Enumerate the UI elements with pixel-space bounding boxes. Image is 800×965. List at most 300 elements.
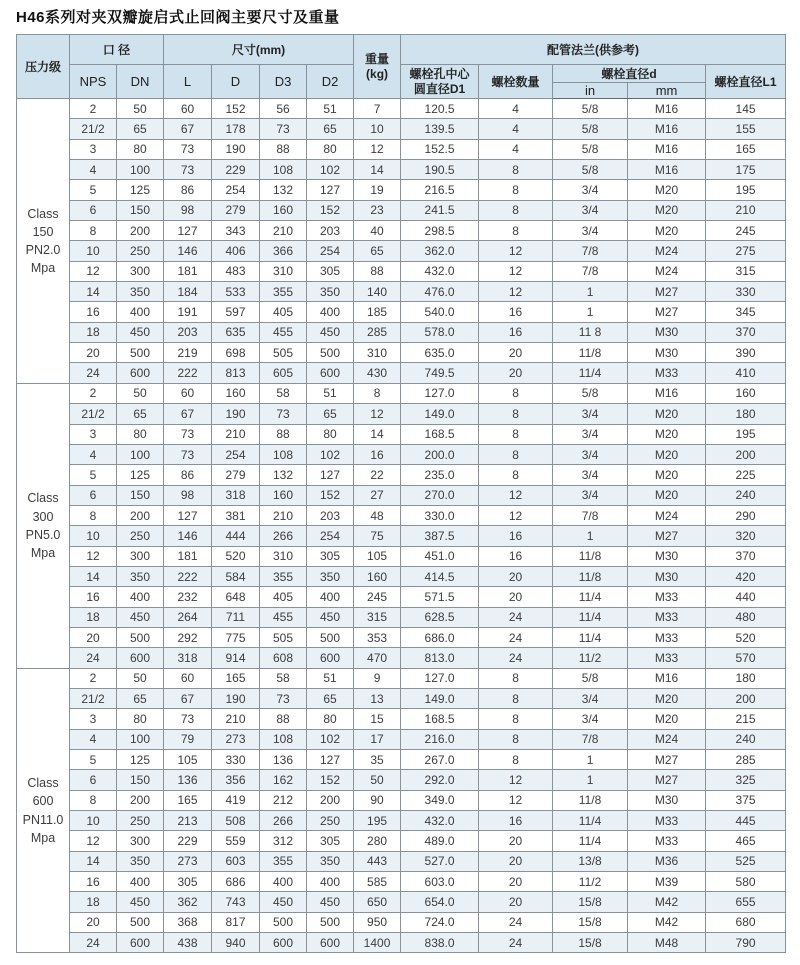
table-cell: M16 <box>628 668 706 688</box>
table-cell: 559 <box>212 831 260 851</box>
table-cell: 254 <box>307 241 354 261</box>
table-cell: 5/8 <box>553 139 628 159</box>
table-cell: 8 <box>70 505 117 525</box>
table-cell: 500 <box>307 627 354 647</box>
table-row <box>17 180 786 200</box>
table-cell: 210 <box>706 200 786 220</box>
table-cell: 108 <box>260 160 307 180</box>
table-cell: 108 <box>260 444 307 464</box>
table-cell: M30 <box>628 790 706 810</box>
header-unit-mm: mm <box>628 83 706 99</box>
table-cell: 455 <box>260 322 307 342</box>
table-cell: 195 <box>354 811 401 831</box>
table-cell: 16 <box>479 526 553 546</box>
table-cell: 200 <box>117 221 164 241</box>
table-cell: 5/8 <box>553 668 628 688</box>
table-cell: 12 <box>70 261 117 281</box>
table-cell: 432.0 <box>401 811 479 831</box>
table-cell: 584 <box>212 566 260 586</box>
table-cell: 60 <box>164 383 212 403</box>
header-bolt-diameter: 螺栓直径d <box>553 65 706 83</box>
table-cell: 370 <box>706 322 786 342</box>
table-cell: 178 <box>212 119 260 139</box>
table-cell: 724.0 <box>401 912 479 932</box>
table-cell: 350 <box>117 566 164 586</box>
table-cell: 168.5 <box>401 424 479 444</box>
table-cell: 790 <box>706 933 786 953</box>
table-cell: 210 <box>260 221 307 241</box>
table-cell: 315 <box>706 261 786 281</box>
table-cell: 11/4 <box>553 363 628 383</box>
table-cell: M20 <box>628 424 706 444</box>
header-bolt-count: 螺栓数量 <box>479 65 553 99</box>
table-cell: 16 <box>479 811 553 831</box>
table-cell: 430 <box>354 363 401 383</box>
table-cell: 88 <box>260 139 307 159</box>
table-cell: 500 <box>117 627 164 647</box>
table-cell: 813 <box>212 363 260 383</box>
table-row <box>17 709 786 729</box>
header-bolt-l1: 螺栓直径L1 <box>706 65 786 99</box>
table-row <box>17 587 786 607</box>
table-cell: 149.0 <box>401 404 479 424</box>
table-cell: 305 <box>164 872 212 892</box>
table-cell: 20 <box>479 566 553 586</box>
table-cell: 312 <box>260 831 307 851</box>
table-cell: 500 <box>117 343 164 363</box>
table-cell: 219 <box>164 343 212 363</box>
table-cell: 22 <box>354 465 401 485</box>
table-cell: 443 <box>354 851 401 871</box>
pressure-class-cell <box>17 99 70 384</box>
table-cell: 450 <box>117 892 164 912</box>
table-cell: M27 <box>628 282 706 302</box>
table-cell: 650 <box>354 892 401 912</box>
table-row <box>17 139 786 159</box>
table-cell: 3/4 <box>553 444 628 464</box>
table-cell: 152 <box>307 200 354 220</box>
table-cell: 500 <box>260 912 307 932</box>
table-cell: 24 <box>70 648 117 668</box>
table-cell: 80 <box>117 709 164 729</box>
table-cell: 455 <box>260 607 307 627</box>
table-row <box>17 465 786 485</box>
table-cell: 51 <box>307 668 354 688</box>
pressure-class-cell <box>17 383 70 668</box>
table-cell: 505 <box>260 343 307 363</box>
header-d: D <box>212 65 260 99</box>
table-cell: M30 <box>628 546 706 566</box>
pressure-class-cell <box>17 668 70 953</box>
pressure-class-line: Mpa <box>30 261 56 276</box>
table-cell: 680 <box>706 912 786 932</box>
header-l: L <box>164 65 212 99</box>
table-cell: 817 <box>212 912 260 932</box>
table-cell: 12 <box>70 831 117 851</box>
table-cell: 1 <box>553 750 628 770</box>
table-cell: 1400 <box>354 933 401 953</box>
table-cell: 414.5 <box>401 566 479 586</box>
table-row <box>17 526 786 546</box>
table-cell: 160 <box>260 485 307 505</box>
table-cell: 310 <box>354 343 401 363</box>
header-unit-in: in <box>553 83 628 99</box>
table-cell: 279 <box>212 200 260 220</box>
table-cell: 160 <box>212 383 260 403</box>
table-cell: 5/8 <box>553 383 628 403</box>
table-cell: M24 <box>628 505 706 525</box>
table-cell: 500 <box>307 343 354 363</box>
table-cell: 2 <box>70 99 117 119</box>
table-cell: 10 <box>354 119 401 139</box>
table-cell: 310 <box>260 261 307 281</box>
pressure-class-line: Class <box>27 491 59 506</box>
table-cell: 400 <box>117 587 164 607</box>
table-cell: M24 <box>628 729 706 749</box>
table-cell: 21/2 <box>70 688 117 708</box>
table-cell: 245 <box>706 221 786 241</box>
table-cell: 350 <box>307 566 354 586</box>
table-row <box>17 831 786 851</box>
table-cell: 7/8 <box>553 241 628 261</box>
table-cell: 292.0 <box>401 770 479 790</box>
table-cell: 4 <box>70 160 117 180</box>
table-cell: 14 <box>354 424 401 444</box>
table-cell: 7 <box>354 99 401 119</box>
table-cell: 8 <box>479 750 553 770</box>
table-cell: 16 <box>70 872 117 892</box>
table-row <box>17 566 786 586</box>
table-cell: 12 <box>479 770 553 790</box>
table-cell: 8 <box>354 383 401 403</box>
table-cell: 6 <box>70 485 117 505</box>
table-cell: 520 <box>212 546 260 566</box>
table-cell: 98 <box>164 485 212 505</box>
table-cell: 136 <box>164 770 212 790</box>
table-cell: 315 <box>354 607 401 627</box>
table-cell: 600 <box>117 363 164 383</box>
table-cell: 597 <box>212 302 260 322</box>
table-cell: 305 <box>307 546 354 566</box>
table-cell: 14 <box>354 160 401 180</box>
table-cell: 5/8 <box>553 119 628 139</box>
table-cell: 15/8 <box>553 933 628 953</box>
table-cell: M33 <box>628 831 706 851</box>
table-row <box>17 241 786 261</box>
table-cell: 10 <box>70 811 117 831</box>
table-cell: 160 <box>706 383 786 403</box>
table-cell: 18 <box>70 607 117 627</box>
table-cell: 12 <box>354 404 401 424</box>
table-cell: 450 <box>260 892 307 912</box>
table-cell: 4 <box>70 729 117 749</box>
table-cell: 102 <box>307 444 354 464</box>
table-cell: 300 <box>117 261 164 281</box>
table-cell: 73 <box>164 709 212 729</box>
table-cell: 330 <box>212 750 260 770</box>
table-cell: 290 <box>706 505 786 525</box>
table-cell: 16 <box>354 444 401 464</box>
table-cell: 15/8 <box>553 892 628 912</box>
table-cell: 345 <box>706 302 786 322</box>
table-cell: 5 <box>70 465 117 485</box>
table-cell: 98 <box>164 200 212 220</box>
table-cell: 600 <box>307 363 354 383</box>
table-cell: 254 <box>212 444 260 464</box>
table-row <box>17 404 786 424</box>
table-cell: 608 <box>260 648 307 668</box>
table-cell: 140 <box>354 282 401 302</box>
table-cell: 405 <box>260 587 307 607</box>
table-cell: M16 <box>628 383 706 403</box>
table-cell: 245 <box>354 587 401 607</box>
pressure-class-line: Mpa <box>30 830 56 845</box>
table-cell: 150 <box>117 485 164 505</box>
table-cell: 21/2 <box>70 404 117 424</box>
table-cell: M24 <box>628 261 706 281</box>
table-cell: 432.0 <box>401 261 479 281</box>
table-cell: 3/4 <box>553 200 628 220</box>
table-cell: 16 <box>479 322 553 342</box>
table-row <box>17 729 786 749</box>
table-cell: M48 <box>628 933 706 953</box>
page-title: H46系列对夹双瓣旋启式止回阀主要尺寸及重量 <box>16 9 340 26</box>
table-cell: 58 <box>260 668 307 688</box>
table-cell: 73 <box>164 160 212 180</box>
table-cell: 489.0 <box>401 831 479 851</box>
table-row <box>17 119 786 139</box>
table-cell: 200 <box>117 505 164 525</box>
table-cell: 102 <box>307 729 354 749</box>
table-cell: 132 <box>260 465 307 485</box>
table-row <box>17 648 786 668</box>
table-cell: 5 <box>70 750 117 770</box>
table-cell: 65 <box>117 119 164 139</box>
table-cell: M27 <box>628 526 706 546</box>
table-row <box>17 811 786 831</box>
table-cell: 67 <box>164 688 212 708</box>
table-cell: 686.0 <box>401 627 479 647</box>
table-cell: 3/4 <box>553 688 628 708</box>
table-cell: 600 <box>117 933 164 953</box>
table-cell: M16 <box>628 119 706 139</box>
table-cell: 65 <box>307 119 354 139</box>
table-cell: 132 <box>260 180 307 200</box>
table-cell: 3/4 <box>553 465 628 485</box>
table-cell: 12 <box>479 241 553 261</box>
table-cell: 743 <box>212 892 260 912</box>
table-cell: 1 <box>553 770 628 790</box>
table-cell: 165 <box>164 790 212 810</box>
table-cell: M33 <box>628 811 706 831</box>
table-cell: 24 <box>479 933 553 953</box>
table-cell: 100 <box>117 444 164 464</box>
table-cell: 75 <box>354 526 401 546</box>
table-cell: 20 <box>479 872 553 892</box>
table-cell: 7/8 <box>553 261 628 281</box>
table-cell: 12 <box>479 485 553 505</box>
table-cell: 1 <box>553 526 628 546</box>
table-row <box>17 668 786 688</box>
table-cell: 240 <box>706 729 786 749</box>
table-cell: 108 <box>260 729 307 749</box>
table-cell: 185 <box>354 302 401 322</box>
table-cell: 419 <box>212 790 260 810</box>
table-cell: 8 <box>479 160 553 180</box>
table-cell: 2 <box>70 383 117 403</box>
table-cell: 19 <box>354 180 401 200</box>
table-row <box>17 790 786 810</box>
table-cell: 165 <box>212 668 260 688</box>
pressure-class-line: Mpa <box>30 545 56 560</box>
table-cell: 20 <box>479 363 553 383</box>
table-cell: 212 <box>260 790 307 810</box>
table-row <box>17 444 786 464</box>
table-cell: 11/8 <box>553 566 628 586</box>
table-cell: 65 <box>117 404 164 424</box>
table-cell: 914 <box>212 648 260 668</box>
table-cell: 381 <box>212 505 260 525</box>
pressure-class-line: PN5.0 <box>25 527 61 542</box>
table-cell: 58 <box>260 383 307 403</box>
table-cell: 655 <box>706 892 786 912</box>
table-cell: 353 <box>354 627 401 647</box>
table-cell: 8 <box>70 790 117 810</box>
table-row <box>17 424 786 444</box>
table-cell: 155 <box>706 119 786 139</box>
table-row <box>17 872 786 892</box>
table-cell: 375 <box>706 790 786 810</box>
table-cell: 8 <box>479 180 553 200</box>
table-cell: 216.0 <box>401 729 479 749</box>
table-cell: 241.5 <box>401 200 479 220</box>
table-row <box>17 750 786 770</box>
table-cell: 20 <box>479 851 553 871</box>
table-row <box>17 546 786 566</box>
table-cell: 355 <box>260 851 307 871</box>
table-cell: 125 <box>117 750 164 770</box>
table-cell: 298.5 <box>401 221 479 241</box>
table-header <box>17 35 786 99</box>
table-cell: 450 <box>307 322 354 342</box>
table-cell: M27 <box>628 770 706 790</box>
table-cell: 571.5 <box>401 587 479 607</box>
table-cell: 4 <box>479 139 553 159</box>
table-cell: 540.0 <box>401 302 479 322</box>
table-cell: 16 <box>70 587 117 607</box>
table-cell: 355 <box>260 566 307 586</box>
table-cell: 88 <box>260 424 307 444</box>
table-cell: 181 <box>164 546 212 566</box>
table-cell: 127 <box>307 465 354 485</box>
header-d3: D3 <box>260 65 307 99</box>
table-cell: 203 <box>307 505 354 525</box>
table-cell: 330.0 <box>401 505 479 525</box>
table-cell: 136 <box>260 750 307 770</box>
table-cell: 65 <box>354 241 401 261</box>
table-cell: M16 <box>628 139 706 159</box>
table-cell: 270.0 <box>401 485 479 505</box>
table-cell: 11/8 <box>553 790 628 810</box>
table-cell: 370 <box>706 546 786 566</box>
table-cell: 16 <box>479 302 553 322</box>
table-cell: M33 <box>628 607 706 627</box>
table-cell: 90 <box>354 790 401 810</box>
table-cell: 400 <box>117 872 164 892</box>
table-cell: M20 <box>628 221 706 241</box>
table-cell: 11/4 <box>553 607 628 627</box>
table-cell: 628.5 <box>401 607 479 627</box>
table-cell: 102 <box>307 160 354 180</box>
table-cell: 300 <box>117 546 164 566</box>
table-cell: 4 <box>70 444 117 464</box>
table-cell: 210 <box>260 505 307 525</box>
table-cell: 405 <box>260 302 307 322</box>
table-cell: 24 <box>70 933 117 953</box>
table-cell: 24 <box>479 648 553 668</box>
table-cell: 120.5 <box>401 99 479 119</box>
table-cell: M42 <box>628 892 706 912</box>
table-cell: 190 <box>212 139 260 159</box>
table-cell: M30 <box>628 566 706 586</box>
table-row <box>17 607 786 627</box>
header-dn: DN <box>117 65 164 99</box>
table-cell: 152 <box>307 485 354 505</box>
table-cell: 20 <box>70 627 117 647</box>
table-cell: 11/8 <box>553 546 628 566</box>
table-cell: 191 <box>164 302 212 322</box>
table-cell: 3/4 <box>553 180 628 200</box>
table-cell: 168.5 <box>401 709 479 729</box>
table-cell: 105 <box>354 546 401 566</box>
table-cell: M30 <box>628 343 706 363</box>
table-cell: 605 <box>260 363 307 383</box>
table-cell: M20 <box>628 485 706 505</box>
table-cell: 325 <box>706 770 786 790</box>
table-row <box>17 261 786 281</box>
header-weight-line2: (kg) <box>366 66 389 81</box>
table-cell: 4 <box>479 119 553 139</box>
table-cell: 8 <box>479 221 553 241</box>
table-cell: 222 <box>164 566 212 586</box>
table-cell: 15 <box>354 709 401 729</box>
table-cell: 305 <box>307 831 354 851</box>
table-cell: 318 <box>164 648 212 668</box>
table-cell: 11/2 <box>553 648 628 668</box>
table-cell: 356 <box>212 770 260 790</box>
table-cell: 355 <box>260 282 307 302</box>
table-cell: 145 <box>706 99 786 119</box>
table-cell: 8 <box>479 383 553 403</box>
table-cell: 292 <box>164 627 212 647</box>
table-cell: 229 <box>212 160 260 180</box>
table-cell: 180 <box>706 668 786 688</box>
table-cell: 279 <box>212 465 260 485</box>
table-cell: 18 <box>70 892 117 912</box>
table-row <box>17 363 786 383</box>
table-cell: M20 <box>628 444 706 464</box>
table-cell: 195 <box>706 424 786 444</box>
table-cell: 343 <box>212 221 260 241</box>
table-row <box>17 302 786 322</box>
table-row <box>17 933 786 953</box>
table-cell: 175 <box>706 160 786 180</box>
table-cell: 11/8 <box>553 343 628 363</box>
table-cell: 73 <box>164 424 212 444</box>
table-cell: 310 <box>260 546 307 566</box>
table-cell: 80 <box>307 139 354 159</box>
table-cell: 11/4 <box>553 627 628 647</box>
